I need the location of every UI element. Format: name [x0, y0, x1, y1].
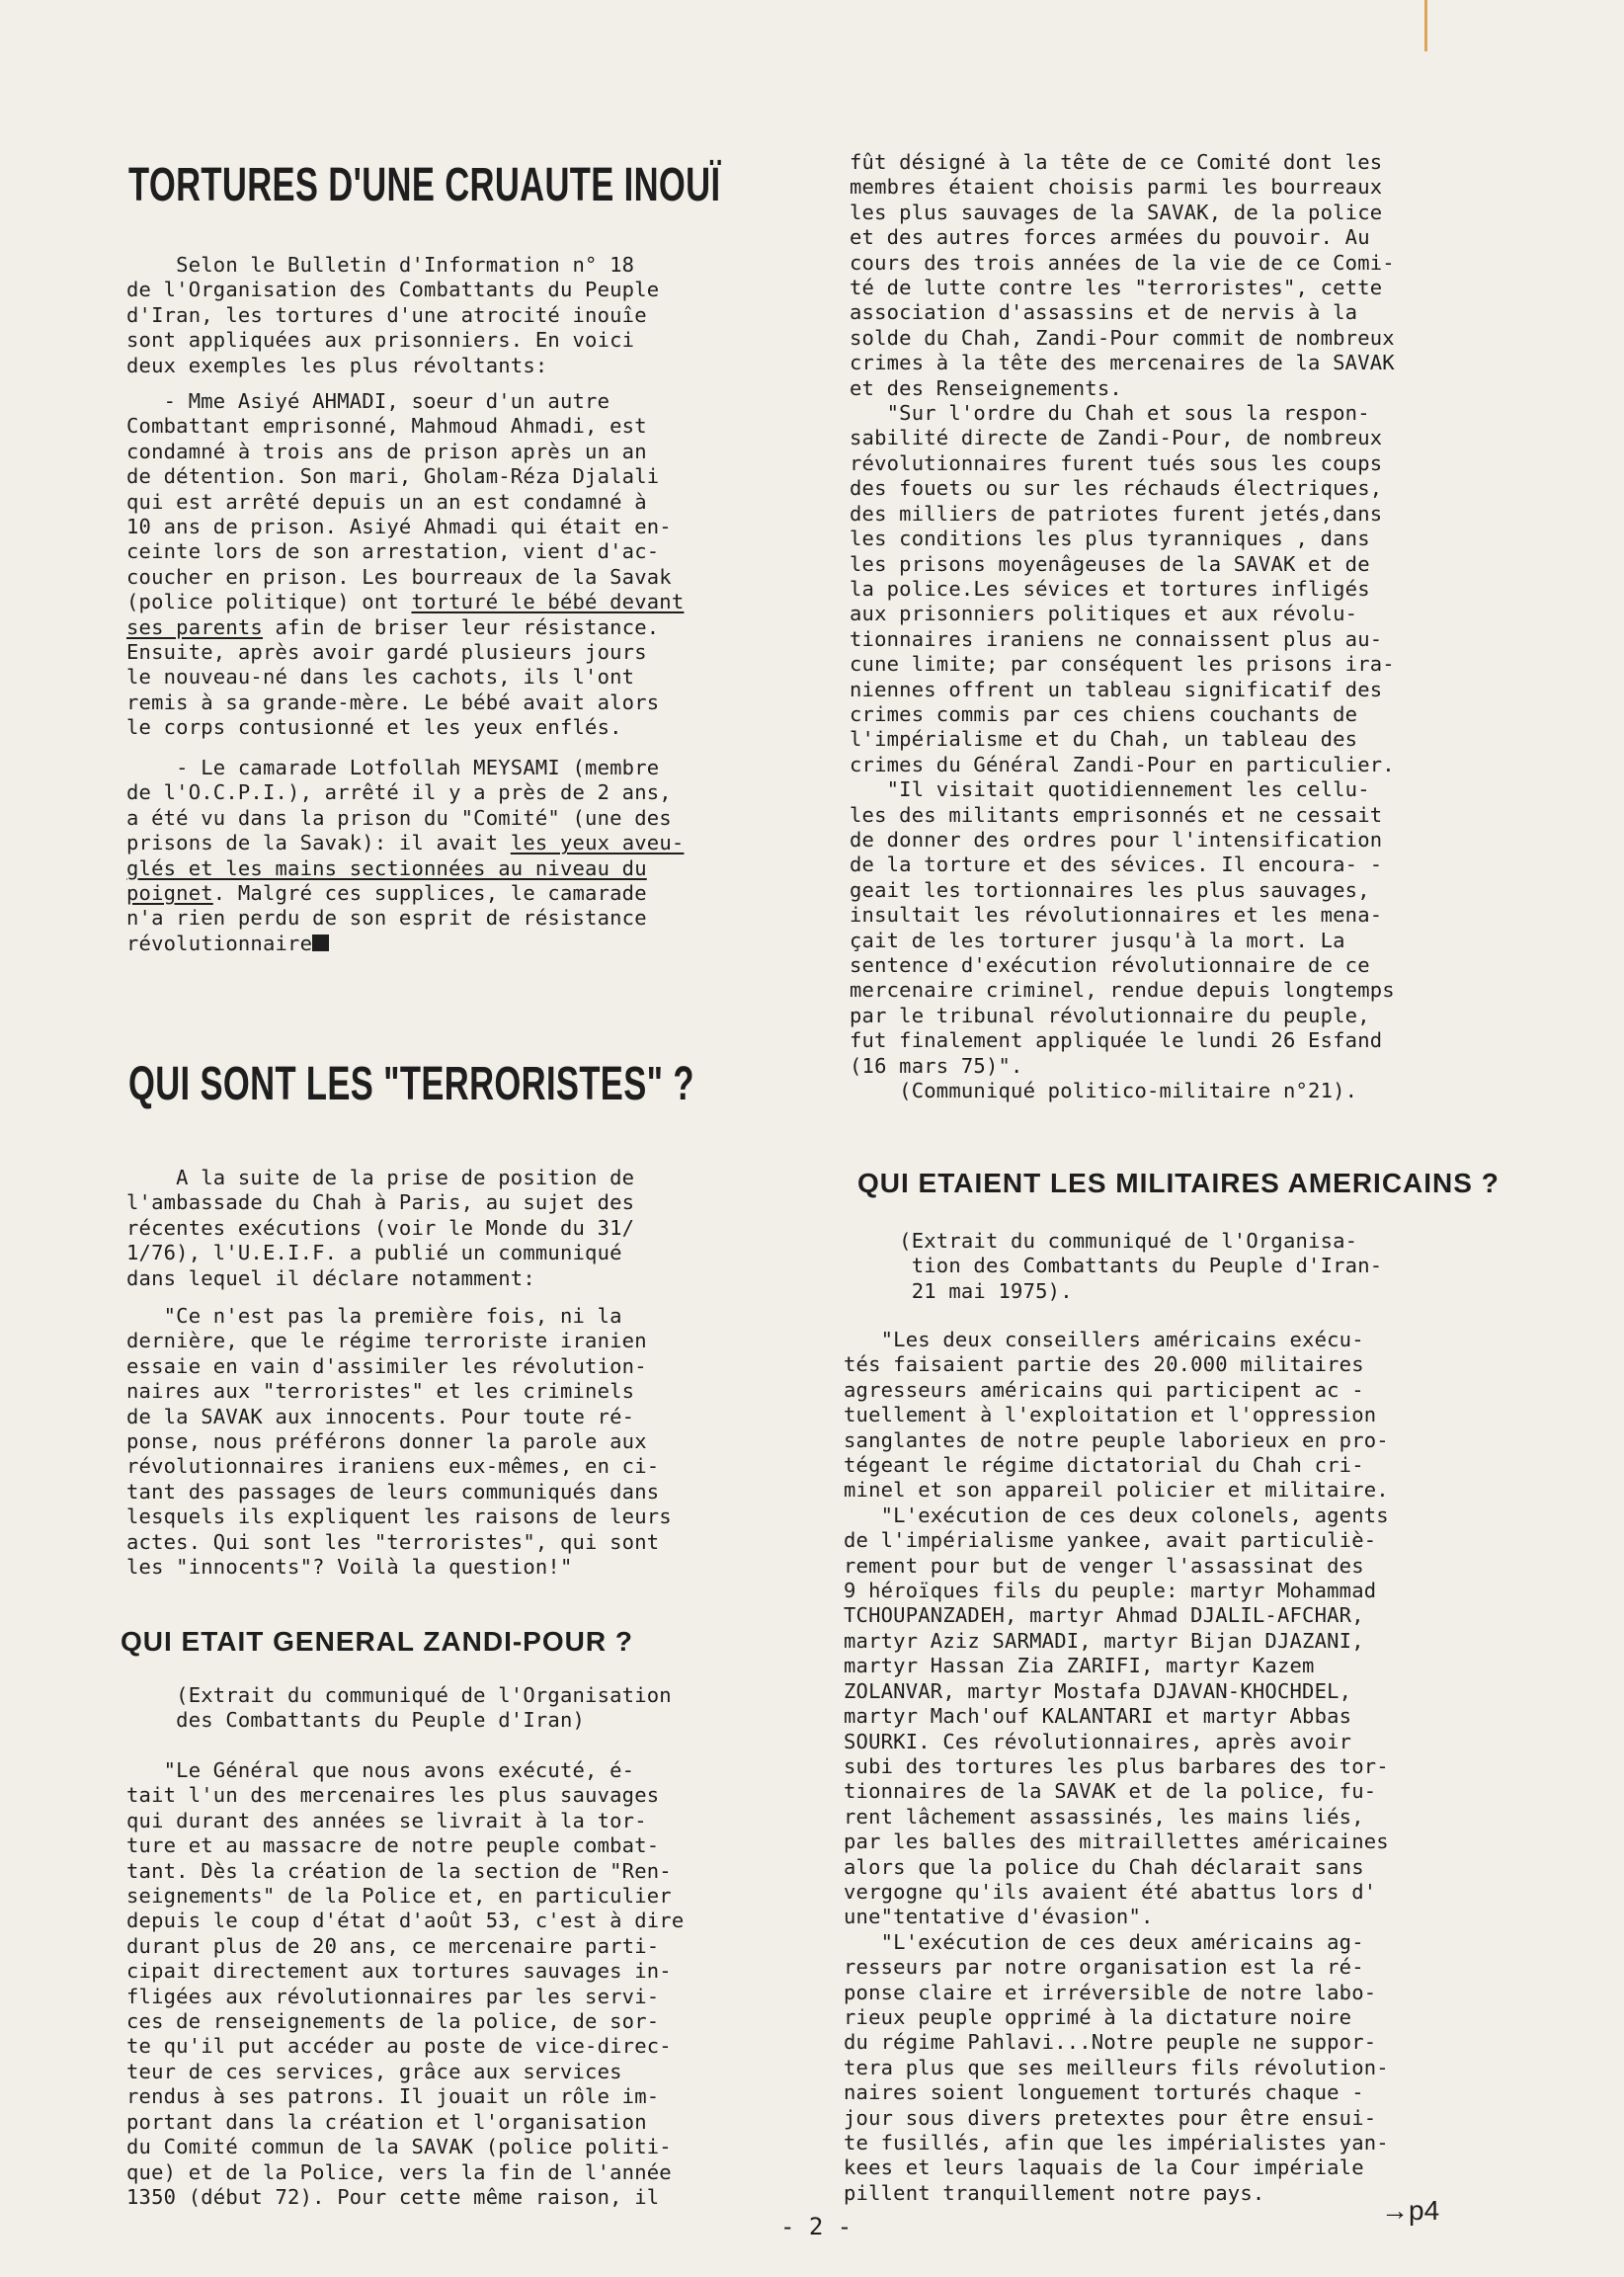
zandi-continued: fût désigné à la tête de ce Comité dont les membres étaient choisis parmi les bourreaux les plus sauvages de la SAVAK, de la police et des autres forces armées du pouvoir. Au cours des trois années de la vie de ce Comi- té de lutte contre les "terroristes", cette association d'assassins et de nervis à la solde du Chah, Zandi-Pour commit de nombreux crimes à la tête des mercenaires de la SAVAK et des Renseignements. "Sur l'ordre du Chah et sous la respon- sabilité directe de Zandi-Pour, de nombreux révolutionnaires furent tués sous les coups des fouets ou sur les réchauds électriques, des milliers de patriotes furent jetés,dans les conditions les plus tyranniques , dans les prisons moyenâgeuses de la SAVAK et de la police.Les sévices et tortures infligés aux prisonniers politiques et aux révolu- tionnaires iraniens ne connaissent plus au- cune limite; par conséquent les prisons ira- niennes offrent un tableau significatif des crimes commis par ces chiens couchants de l'impérialisme et du Chah, un tableau des crimes du Général Zandi-Pour en particulier. "Il visitait quotidiennement les cellu- les des militants emprisonnés et ne cessait de donner des ordres pour l'intensification de la torture et des sévices. Il encoura- - geait les tortionnaires les plus sauvages, insultait les révolutionnaires et les mena- çait de les torturer jusqu'à la mort. La sentence d'exécution révolutionnaire de ce mercenaire criminel, rendue depuis longtemps par le tribunal révolutionnaire du peuple, fut finalement appliquée le lundi 26 Esfand (16 mars 75)". (Communiqué politico-militaire n°21).	[850, 150, 1395, 1103]
underlined-phrase: glés et les mains sectionnées au niveau du	[126, 855, 647, 880]
zandi-source: (Extrait du communiqué de l'Organisation des Combattants du Peuple d'Iran)	[176, 1683, 672, 1733]
title-tortures: TORTURES D'UNE CRUAUTE INOUÏ	[128, 159, 721, 211]
case-meysami-paragraph: - Le camarade Lotfollah MEYSAMI (membre de l'O.C.P.I.), arrêté il y a près de 2 ans, a été vu dans la prison du "Comité" (une des prisons de la Savak): il avait les yeux aveu- glés et les mains sectionnées au niveau du poignet. Malgré ces supplices, le camarade n'a rien perdu de son esprit de résistance révolutionnaire	[126, 756, 685, 955]
heading-zandi-pour: QUI ETAIT GENERAL ZANDI-POUR ?	[121, 1626, 633, 1657]
underlined-phrase: les yeux aveu-	[510, 831, 685, 855]
underlined-phrase: ses parents	[126, 614, 263, 639]
page-number: - 2 -	[780, 2213, 853, 2240]
continued-note: →p4	[1381, 2195, 1440, 2226]
militaires-paragraph: "Les deux conseillers américains exécu- tés faisaient partie des 20.000 militaires agresseurs américains qui participent ac - tuellement à l'exploitation et l'oppression sanglantes de notre peuple laborieux en pro- tégeant le régime dictatorial du Chah cri- minel et son appareil policier et militaire. "L'exécution de ces deux colonels, agents de l'impérialisme yankee, avait particuliè- rement pour but de venger l'assassinat des 9 héroïques fils du peuple: martyr Mohammad TCHOUPANZADEH, martyr Ahmad DJALIL-AFCHAR, martyr Aziz SARMADI, martyr Bijan DJAZANI, martyr Hassan Zia ZARIFI, martyr Kazem ZOLANVAR, martyr Mostafa DJAVAN-KHOCHDEL, martyr Mach'ouf KALANTARI et martyr Abbas SOURKI. Ces révolutionnaires, après avoir subi des tortures les plus barbares des tor- tionnaires de la SAVAK et de la police, fu- rent lâchement assassinés, les mains liés, par les balles des mitraillettes américaines alors que la police du Chah déclarait sans vergogne qu'ils avaient été abattus lors d' une"tentative d'évasion". "L'exécution de ces deux américains ag- resseurs par notre organisation est la ré- ponse claire et irréversible de notre labo- rieux peuple opprimé à la dictature noire du régime Pahlavi...Notre peuple ne suppor- tera plus que ses meilleurs fils révolution- naires soient longuement torturés chaque - jour sous divers pretextes pour être ensui- te fusillés, afin que les impérialistes yan- kees et leurs laquais de la Cour impériale pillent tranquillement notre pays.	[844, 1328, 1389, 2205]
heading-militaires: QUI ETAIENT LES MILITAIRES AMERICAINS ?	[857, 1168, 1500, 1198]
margin-mark	[1424, 0, 1427, 51]
zandi-paragraph: "Le Général que nous avons exécuté, é- tait l'un des mercenaires les plus sauvages qui durant des années se livrait à la tor- ture et au massacre de notre peuple combat- tant. Dès la création de la section de "Ren- seignements" de la Police et, en particulier depuis le coup d'état d'août 53, c'est à dire durant plus de 20 ans, ce mercenaire parti- cipait directement aux tortures sauvages in- fligées aux révolutionnaires par les servi- ces de renseignements de la police, de sor- te qu'il put accéder au poste de vice-direc- teur de ces services, grâce aux services rendus à ses patrons. Il jouait un rôle im- portant dans la création et l'organisation du Comité commun de la SAVAK (police politi- que) et de la Police, vers la fin de l'année 1350 (début 72). Pour cette même raison, il	[126, 1758, 685, 2209]
title-terroristes: QUI SONT LES "TERRORISTES" ?	[128, 1058, 694, 1110]
underlined-phrase: poignet	[126, 881, 213, 906]
terroristes-intro: A la suite de la prise de position de l'ambassade du Chah à Paris, au sujet des récentes exécutions (voir le Monde du 31/ 1/76), l'U.E.I.F. a publié un communiqué dans lequel il déclare notamment:	[126, 1166, 635, 1290]
militaires-source: (Extrait du communiqué de l'Organisa- tion des Combattants du Peuple d'Iran- 21 mai 1975).	[899, 1229, 1383, 1303]
end-mark	[312, 935, 329, 951]
case-ahmadi-paragraph: - Mme Asiyé AHMADI, soeur d'un autre Combattant emprisonné, Mahmoud Ahmadi, est condamné à trois ans de prison après un an de détention. Son mari, Gholam-Réza Djalali qui est arrêté depuis un an est condamné à 10 ans de prison. Asiyé Ahmadi qui était en- ceinte lors de son arrestation, vient d'ac- coucher en prison. Les bourreaux de la Savak (police politique) ont torturé le bébé devant ses parents afin de briser leur résistance. Ensuite, après avoir gardé plusieurs jours le nouveau-né dans les cachots, ils l'ont remis à sa grande-mère. Le bébé avait alors le corps contusionné et les yeux enflés.	[126, 389, 685, 740]
terroristes-quote: "Ce n'est pas la première fois, ni la dernière, que le régime terroriste iranien essaie en vain d'assimiler les révolution- naires aux "terroristes" et les criminels de la SAVAK aux innocents. Pour toute ré- ponse, nous préférons donner la parole aux révolutionnaires iraniens eux-mêmes, en ci- tant des passages de leurs communiqués dans lesquels ils expliquent les raisons de leurs actes. Qui sont les "terroristes", qui sont les "innocents"? Voilà la question!"	[126, 1304, 672, 1580]
underlined-phrase: torturé le bébé devant	[411, 590, 685, 614]
intro-paragraph: Selon le Bulletin d'Information n° 18 de l'Organisation des Combattants du Peuple d'Iran, les tortures d'une atrocité inouîe sont appliquées aux prisonniers. En voici deux exemples les plus révoltants:	[126, 253, 660, 377]
